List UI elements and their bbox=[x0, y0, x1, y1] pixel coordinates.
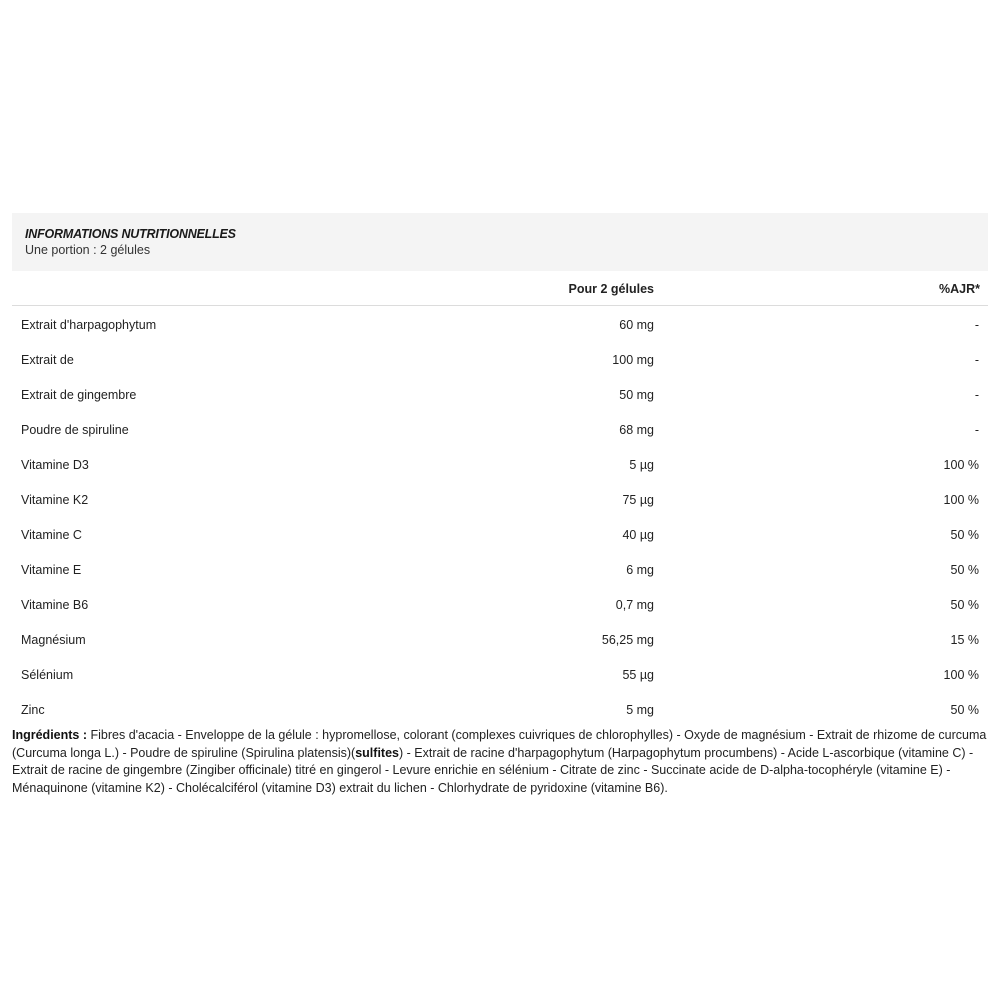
allergen-sulfites: sulfites bbox=[355, 745, 399, 760]
nutrient-ajr: 50 % bbox=[950, 703, 979, 717]
nutrient-name: Magnésium bbox=[21, 633, 86, 647]
nutrient-ajr: 50 % bbox=[950, 528, 979, 542]
nutrient-amount: 60 mg bbox=[619, 318, 654, 332]
nutrient-ajr: - bbox=[974, 318, 979, 332]
table-header bbox=[12, 271, 988, 306]
nutrient-name: Vitamine E bbox=[21, 563, 82, 577]
nutrient-name: Vitamine K2 bbox=[21, 493, 89, 507]
nutrient-amount: 50 mg bbox=[619, 388, 654, 402]
nutrient-amount: 68 mg bbox=[619, 423, 654, 437]
portion-subtitle: Une portion : 2 gélules bbox=[25, 243, 151, 257]
nutrient-ajr: - bbox=[974, 353, 979, 367]
nutrient-name: Vitamine D3 bbox=[21, 458, 89, 472]
nutrient-name: Sélénium bbox=[21, 668, 74, 682]
nutrient-name: Vitamine C bbox=[21, 528, 82, 542]
nutrient-ajr: - bbox=[974, 388, 979, 402]
nutrient-ajr: - bbox=[974, 423, 979, 437]
table-row bbox=[12, 552, 988, 587]
nutrient-amount: 75 µg bbox=[622, 493, 654, 507]
nutrient-name: Extrait de gingembre bbox=[21, 388, 137, 402]
column-header-ajr: %AJR* bbox=[939, 282, 980, 296]
nutrient-amount: 100 mg bbox=[612, 353, 654, 367]
nutrient-amount: 6 mg bbox=[626, 563, 654, 577]
ingredients-text-part2: ) - Extrait de racine d'harpagophytum (Harpagophytum procumbens) - Acide L-ascorbique (vitamine C) - Extrait de racine de gingembre (Zingiber officinale) titré en gingerol - Levure enrichie en sélénium - Citrate de zinc - Succinate acide de D-alpha-tocophéryle (vitamine E) - Ménaquinone (vitamine K2) - Cholécalciférol (vitamine D3) extrait du lichen - Chlorhydrate de pyridoxine (vitamine B6). bbox=[12, 745, 974, 795]
nutrient-ajr: 100 % bbox=[943, 668, 979, 682]
nutrient-amount: 5 mg bbox=[626, 703, 654, 717]
table-row bbox=[12, 657, 988, 692]
nutrient-name: Extrait d'harpagophytum bbox=[21, 318, 157, 332]
nutrient-ajr: 15 % bbox=[950, 633, 979, 647]
nutrition-header bbox=[12, 213, 988, 271]
table-row bbox=[12, 517, 988, 552]
nutrient-amount: 40 µg bbox=[622, 528, 654, 542]
table-row bbox=[12, 482, 988, 517]
table-row bbox=[12, 587, 988, 622]
table-row bbox=[12, 412, 988, 447]
table-row bbox=[12, 342, 988, 377]
nutrient-name: Zinc bbox=[21, 703, 45, 717]
table-row bbox=[12, 377, 988, 412]
nutrient-ajr: 100 % bbox=[943, 493, 979, 507]
nutrition-table-body bbox=[12, 307, 988, 727]
nutrient-amount: 0,7 mg bbox=[615, 598, 654, 612]
nutrient-ajr: 50 % bbox=[950, 598, 979, 612]
nutrient-ajr: 50 % bbox=[950, 563, 979, 577]
nutrient-name: Extrait de bbox=[21, 353, 74, 367]
nutrient-amount: 56,25 mg bbox=[601, 633, 654, 647]
ingredients-paragraph bbox=[12, 727, 988, 797]
nutrient-amount: 55 µg bbox=[622, 668, 654, 682]
ingredients-label: Ingrédients : bbox=[12, 728, 88, 742]
nutrient-name: Poudre de spiruline bbox=[21, 423, 129, 437]
ingredients-text-part1: Fibres d'acacia - Enveloppe de la gélule : hypromellose, colorant (complexes cuivriques de chlorophylles) - Oxyde de magnésium - Extrait de rhizome de curcuma (Curcuma longa L.) - Poudre de spiruline (Spirulina platensis)( bbox=[12, 728, 987, 760]
column-header-amount: Pour 2 gélules bbox=[568, 282, 654, 296]
table-row bbox=[12, 307, 988, 342]
nutrient-amount: 5 µg bbox=[629, 458, 654, 472]
table-row bbox=[12, 447, 988, 482]
table-row bbox=[12, 622, 988, 657]
nutrition-title: INFORMATIONS NUTRITIONNELLES bbox=[25, 227, 236, 241]
nutrient-name: Vitamine B6 bbox=[21, 598, 89, 612]
table-row bbox=[12, 692, 988, 727]
nutrient-ajr: 100 % bbox=[943, 458, 979, 472]
